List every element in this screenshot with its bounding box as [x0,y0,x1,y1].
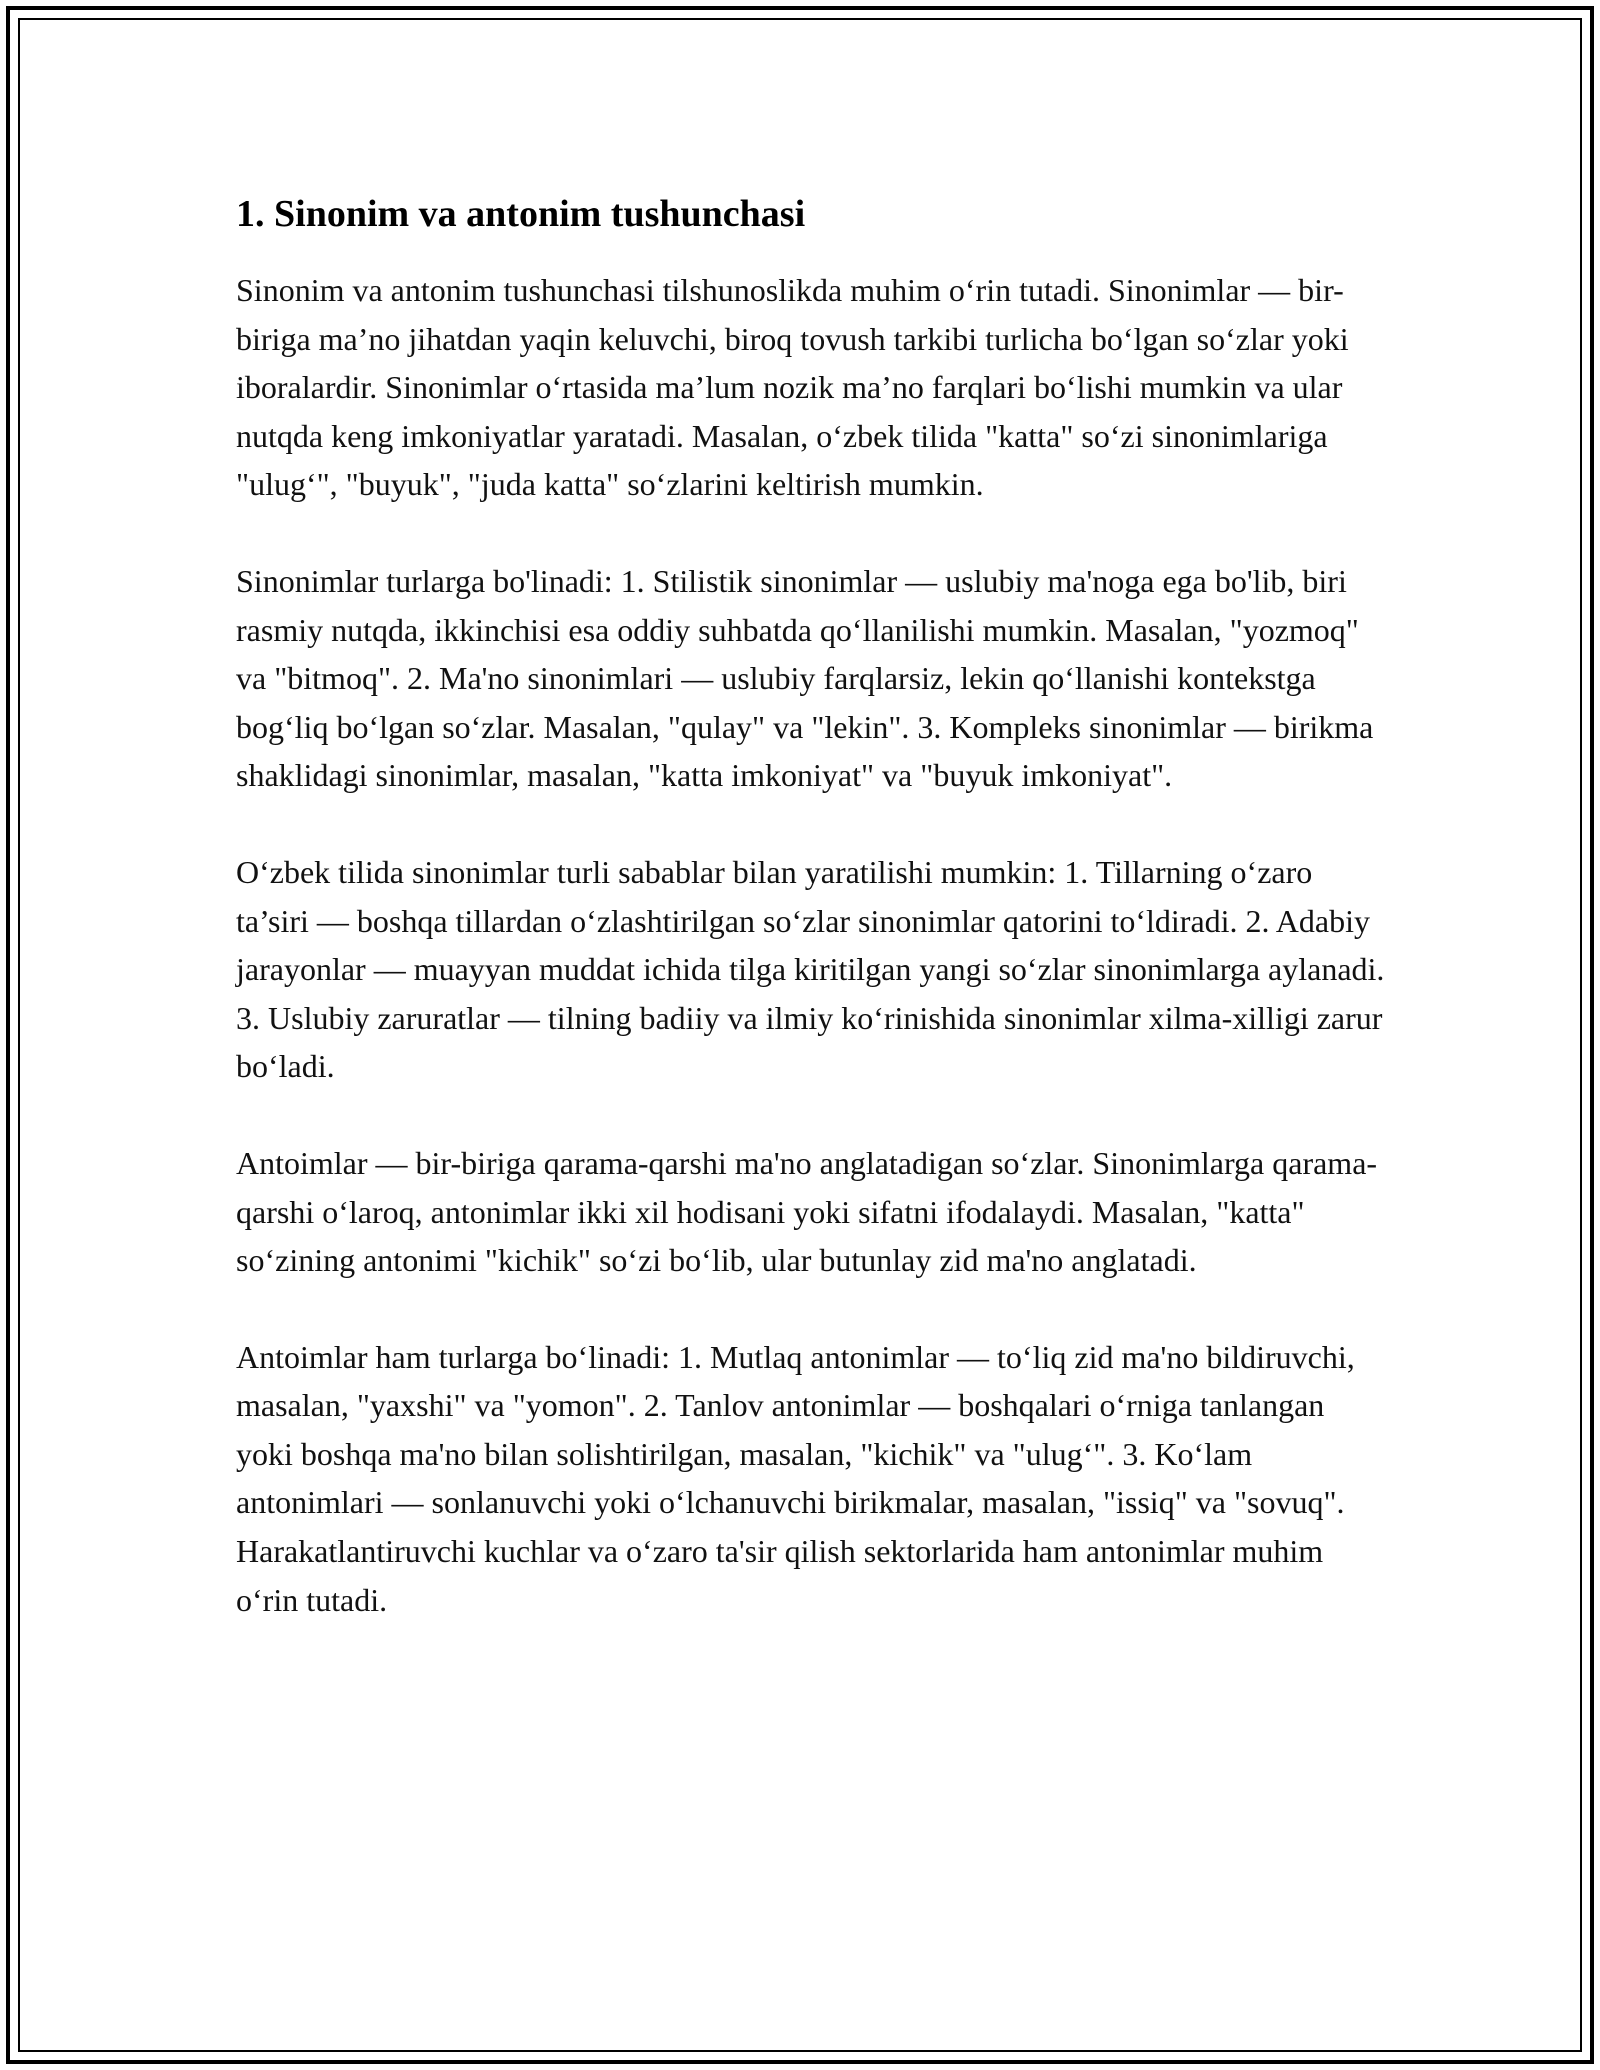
paragraph-synonym-origins: O‘zbek tilida sinonimlar turli sabablar bilan yaratilishi mumkin: 1. Tillarning o‘zaro ta’siri — boshqa tillardan o‘zlashtirilgan so‘zlar sinonimlar qatorini to‘ldiradi. 2. Adabiy jarayonlar — muayyan muddat ichida tilga kiritilgan yangi so‘zlar sinonimlarga aylanadi. 3. Uslubiy zaruratlar — tilning badiiy va ilmiy ko‘rinishida sinonimlar xilma-xilligi zarur bo‘ladi. [236,853,1385,1085]
section-heading: 1. Sinonim va antonim tushunchasi [236,193,806,235]
document-body [236,192,1386,1672]
paragraph-antonym-types: Antoimlar ham turlarga bo‘linadi: 1. Mutlaq antonimlar — to‘liq zid ma'no bildiruvchi, masalan, "yaxshi" va "yomon". 2. Tanlov antonimlar — boshqalari o‘rniga tanlangan yoki boshqa ma'no bilan solishtirilgan, masalan, "kichik" va "ulug‘". 3. Ko‘lam antonimlari — sonlanuvchi yoki o‘lchanuvchi birikmalar, masalan, "issiq" va "sovuq". Harakatlantiruvchi kuchlar va o‘zaro ta'sir qilish sektorlarida ham antonimlar muhim o‘rin tutadi. [236,1338,1355,1618]
paragraph-synonym-definition: Sinonim va antonim tushunchasi tilshunoslikda muhim o‘rin tutadi. Sinonimlar — bir-biriga ma’no jihatdan yaqin keluvchi, biroq tovush tarkibi turlicha bo‘lgan so‘zlar yoki iboralardir. Sinonimlar o‘rtasida ma’lum nozik ma’no farqlari bo‘lishi mumkin va ular nutqda keng imkoniyatlar yaratadi. Masalan, o‘zbek tilida "katta" so‘zi sinonimlariga "ulug‘", "buyuk", "juda katta" so‘zlarini keltirish mumkin. [236,272,1349,503]
paragraph-synonym-types: Sinonimlar turlarga bo'linadi: 1. Stilistik sinonimlar — uslubiy ma'noga ega bo'lib, biri rasmiy nutqda, ikkinchisi esa oddiy suhbatda qo‘llanilishi mumkin. Masalan, "yozmoq" va "bitmoq". 2. Ma'no sinonimlari — uslubiy farqlarsiz, lekin qo‘llanishi kontekstga bog‘liq bo‘lgan so‘zlar. Masalan, "qulay" va "lekin". 3. Kompleks sinonimlar — birikma shaklidagi sinonimlar, masalan, "katta imkoniyat" va "buyuk imkoniyat". [236,562,1374,794]
paragraph-antonym-definition: Antoimlar — bir-biriga qarama-qarshi ma'no anglatadigan so‘zlar. Sinonimlarga qarama-qarshi o‘laroq, antonimlar ikki xil hodisani yoki sifatni ifodalaydi. Masalan, "katta" so‘zining antonimi "kichik" so‘zi bo‘lib, ular butunlay zid ma'no anglatadi. [236,1144,1378,1279]
